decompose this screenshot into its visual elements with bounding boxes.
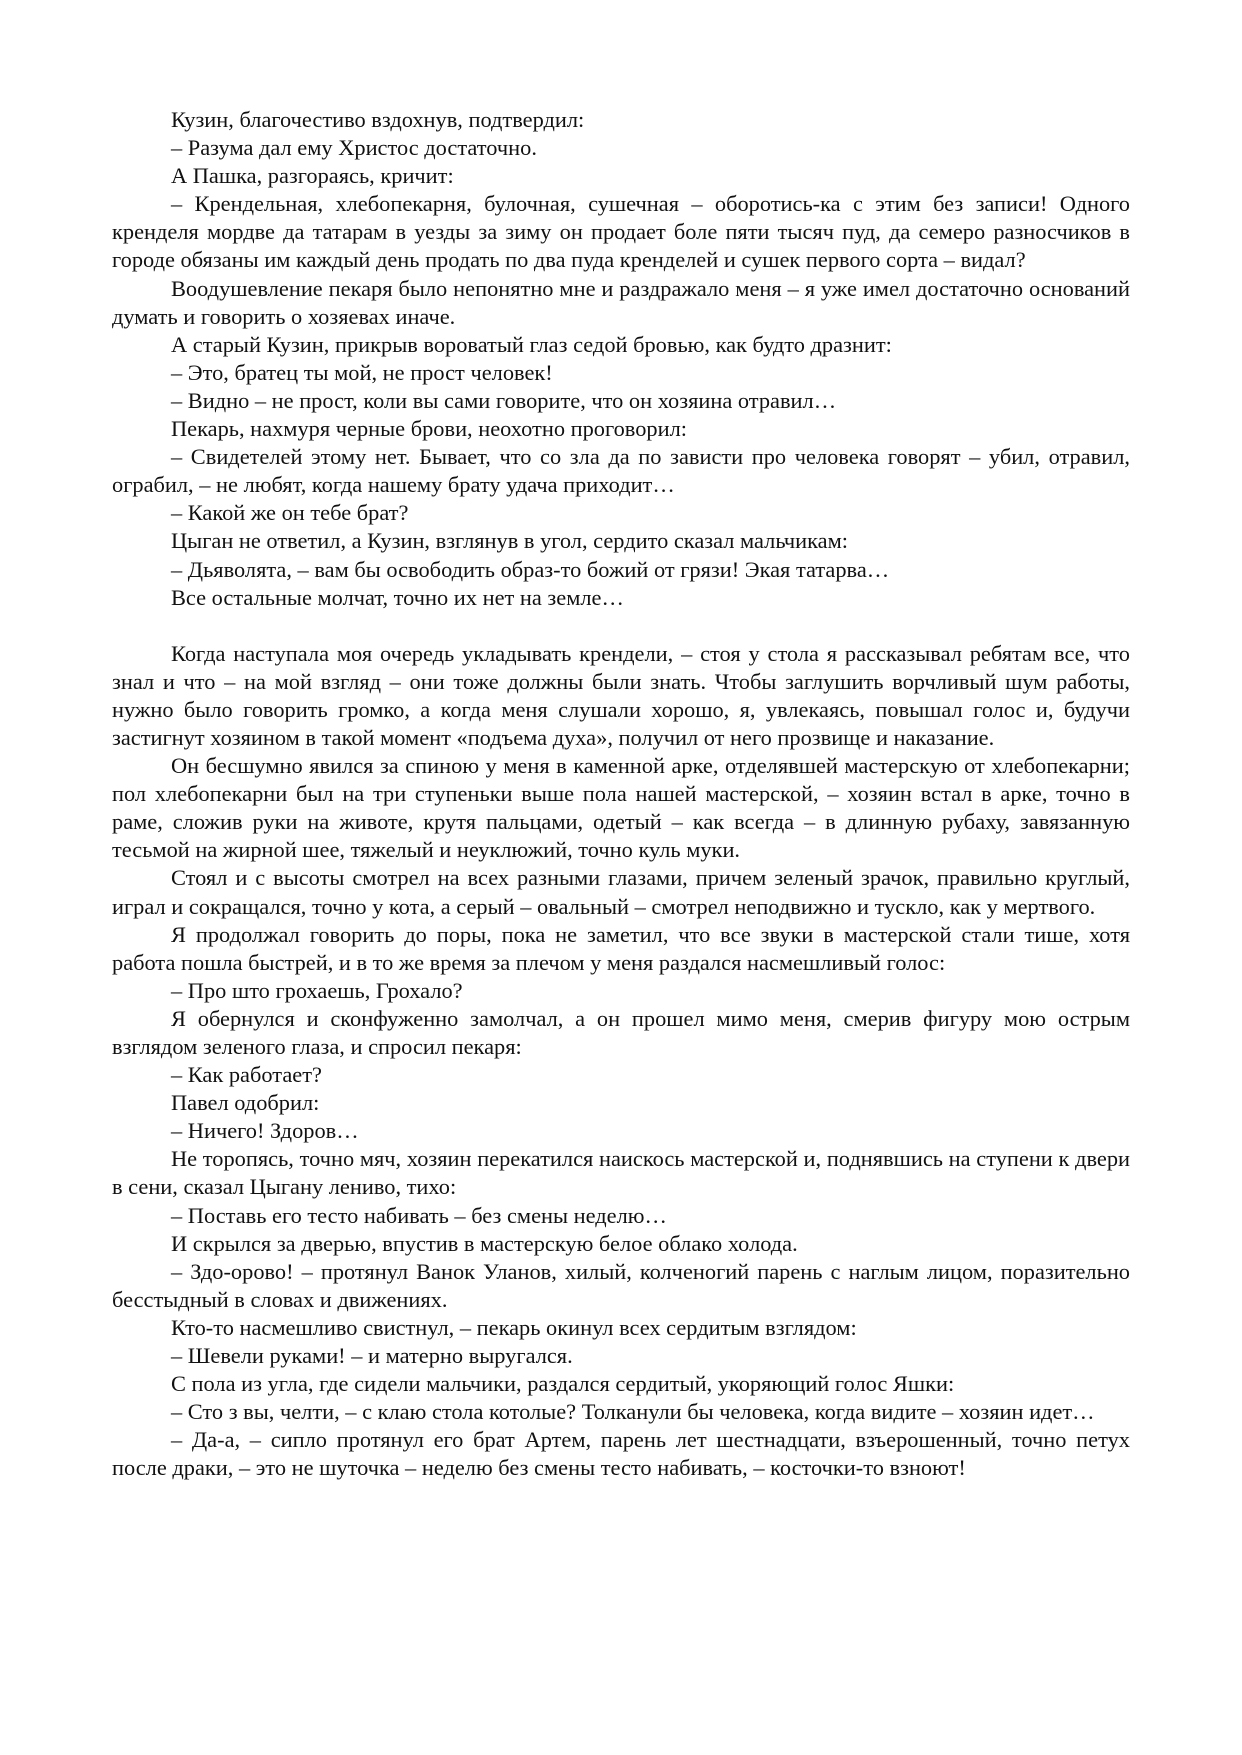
paragraph: Кузин, благочестиво вздохнув, подтвердил: (171, 107, 585, 132)
paragraph: Кто-то насмешливо свистнул, – пекарь окинул всех сердитым взглядом: (171, 1314, 857, 1340)
paragraph: – Разума дал ему Христос достаточно. (171, 135, 537, 161)
paragraph: – Шевели руками! – и матерно выругался. (171, 1343, 573, 1369)
paragraph: Стоял и с высоты смотрел на всех разными глазами, причем зеленый зрачок, правильно круглый, играл и сокращался, точно у кота, а серый – овальный – смотрел неподвижно и тускло, как у мертвого. (112, 865, 1130, 919)
paragraph: А старый Кузин, прикрыв вороватый глаз седой бровью, как будто дразнит: (171, 331, 892, 357)
document-page (112, 106, 1130, 1483)
paragraph: Не торопясь, точно мяч, хозяин перекатился наискось мастерской и, поднявшись на ступени к двери в сени, сказал Цыгану лениво, тихо: (112, 1146, 1130, 1200)
paragraph: Воодушевление пекаря было непонятно мне и раздражало меня – я уже имел достаточно оснований думать и говорить о хозяевах иначе. (112, 275, 1130, 329)
paragraph: Все остальные молчат, точно их нет на земле… (171, 584, 624, 610)
paragraph: А Пашка, разгораясь, кричит: (171, 163, 454, 189)
paragraph: – Крендельная, хлебопекарня, булочная, сушечная – оборотись-ка с этим без записи! Одного кренделя мордве да татарам в уезды за зиму он продает боле пяти тысяч пуд, да семеро разносчиков в городе обязаны им каждый день продать по два пуда кренделей и сушек первого сорта – видал? (112, 191, 1130, 273)
paragraph: Цыган не ответил, а Кузин, взглянув в угол, сердито сказал мальчикам: (171, 528, 848, 554)
paragraph: – Ничего! Здоров… (171, 1118, 359, 1144)
paragraph: – Это, братец ты мой, не прост человек! (171, 359, 553, 385)
paragraph: – Свидетелей этому нет. Бывает, что со зла да по зависти про человека говорят – убил, отравил, ограбил, – не любят, когда нашему брату удача приходит… (112, 444, 1130, 498)
paragraph: Пекарь, нахмуря черные брови, неохотно проговорил: (171, 416, 687, 442)
paragraph: – Поставь его тесто набивать – без смены неделю… (171, 1202, 667, 1228)
paragraph: – Да-а, – сипло протянул его брат Артем, парень лет шестнадцати, взъерошенный, точно петух после драки, – это не шуточка – неделю без смены тесто набивать, – косточки-то взноют! (112, 1427, 1130, 1481)
paragraph: Я обернулся и сконфуженно замолчал, а он прошел мимо меня, смерив фигуру мою острым взглядом зеленого глаза, и спросил пекаря: (112, 1005, 1130, 1059)
paragraph: Павел одобрил: (171, 1090, 320, 1116)
paragraph: – Дьяволята, – вам бы освободить образ-то божий от грязи! Экая татарва… (171, 556, 890, 582)
paragraph: – Какой же он тебе брат? (171, 500, 409, 526)
paragraph: С пола из угла, где сидели мальчики, раздался сердитый, укоряющий голос Яшки: (171, 1371, 955, 1397)
paragraph: – Сто з вы, челти, – с клаю стола котолые? Толканули бы человека, когда видите – хозяин идет… (171, 1399, 1095, 1425)
paragraph: Он бесшумно явился за спиною у меня в каменной арке, отделявшей мастерскую от хлебопекарни; пол хлебопекарни был на три ступеньки выше пола нашей мастерской, – хозяин встал в арке, точно в раме, сложив руки на животе, крутя пальцами, одетый – как всегда – в длинную рубаху, завязанную тесьмой на жирной шее, тяжелый и неуклюжий, точно куль муки. (112, 753, 1130, 863)
paragraph: Когда наступала моя очередь укладывать крендели, – стоя у стола я рассказывал ребятам все, что знал и что – на мой взгляд – они тоже должны были знать. Чтобы заглушить ворчливый шум работы, нужно было говорить громко, а когда меня слушали хорошо, я, увлекаясь, повышал голос и, будучи застигнут хозяином в такой момент «подъема духа», получил от него прозвище и наказание. (112, 640, 1130, 750)
paragraph: – Видно – не прост, коли вы сами говорите, что он хозяина отравил… (171, 387, 837, 413)
paragraph: – Как работает? (171, 1062, 322, 1088)
paragraph: – Про што грохаешь, Грохало? (171, 977, 463, 1003)
paragraph: Я продолжал говорить до поры, пока не заметил, что все звуки в мастерской стали тише, хотя работа пошла быстрей, и в то же время за плечом у меня раздался насмешливый голос: (112, 921, 1130, 975)
section-break (112, 612, 1130, 640)
paragraph: – Здо-орово! – протянул Ванок Уланов, хилый, колченогий парень с наглым лицом, поразительно бесстыдный в словах и движениях. (112, 1258, 1130, 1312)
paragraph: И скрылся за дверью, впустив в мастерскую белое облако холода. (171, 1230, 798, 1256)
